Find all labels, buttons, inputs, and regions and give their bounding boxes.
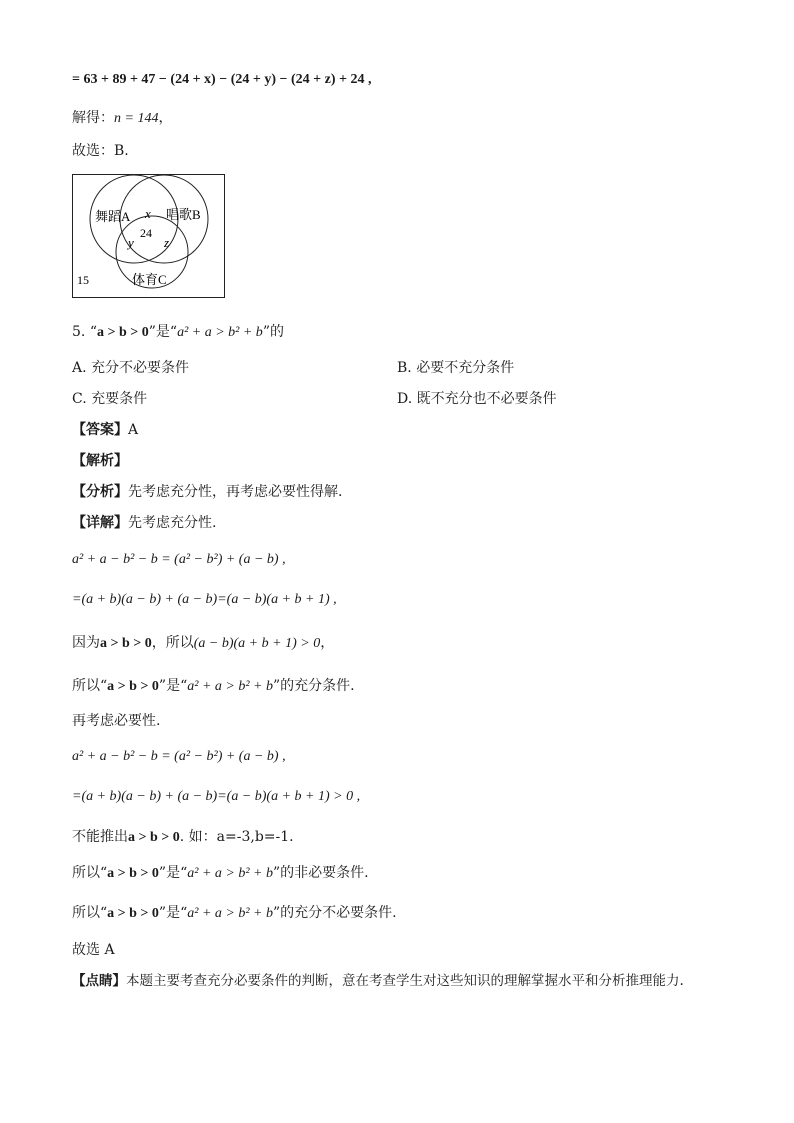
option-b bbox=[397, 358, 514, 378]
q-part-2: ”是“ bbox=[148, 324, 178, 340]
option-a-label: A. bbox=[72, 360, 87, 376]
equation-3: =(a + b)(a − b) + (a − b)=(a − b)(a + b + 1) , bbox=[72, 592, 337, 607]
cannot-prefix: 不能推出 bbox=[72, 829, 128, 845]
so2-prefix: 所以“ bbox=[72, 865, 108, 881]
equation-5: =(a + b)(a − b) + (a − b)=(a − b)(a + b + 1) > 0 , bbox=[72, 789, 361, 804]
so2-math1: a > b > 0 bbox=[107, 866, 159, 881]
equation-2: a² + a − b² − b = (a² − b²) + (a − b) , bbox=[72, 552, 286, 567]
answer-value: A bbox=[128, 422, 139, 438]
venn-label-a: 舞蹈A bbox=[95, 209, 131, 224]
so1-mid: ”是“ bbox=[158, 678, 188, 694]
option-d bbox=[397, 389, 557, 409]
solve-line bbox=[72, 108, 172, 129]
equation-4: a² + a − b² − b = (a² − b²) + (a − b) , bbox=[72, 749, 286, 764]
q-part-4: ”的 bbox=[262, 324, 284, 340]
option-d-text: 既不充分也不必要条件 bbox=[416, 391, 557, 407]
answer-tag: 【答案】 bbox=[72, 422, 128, 438]
venn-label-z: z bbox=[164, 235, 170, 250]
venn-label-center: 24 bbox=[140, 226, 152, 240]
so3-math2: a² + a > b² + b bbox=[187, 906, 273, 921]
so1-math1: a > b > 0 bbox=[107, 679, 159, 694]
option-a bbox=[72, 358, 189, 378]
solve-suffix: ， bbox=[158, 110, 173, 126]
so3-suffix: ”的充分不必要条件. bbox=[273, 905, 397, 921]
so1-math2: a² + a > b² + b bbox=[187, 679, 273, 694]
option-c bbox=[72, 389, 147, 409]
necessity-line: 再考虑必要性. bbox=[72, 713, 161, 729]
choose-line: 故选 A bbox=[72, 942, 115, 958]
so2-suffix: ”的非必要条件. bbox=[273, 865, 369, 881]
venn-label-y: y bbox=[128, 235, 134, 250]
q-part-1: a > b > 0 bbox=[96, 325, 149, 340]
option-b-label: B. bbox=[397, 360, 412, 376]
question-number: 5. bbox=[72, 324, 86, 340]
fenxi-tag: 【分析】 bbox=[72, 484, 128, 500]
so2-mid: ”是“ bbox=[158, 865, 188, 881]
so2-math2: a² + a > b² + b bbox=[187, 866, 273, 881]
fenxi-text: 先考虑充分性，再考虑必要性得解. bbox=[128, 484, 343, 500]
so3-prefix: 所以“ bbox=[72, 905, 108, 921]
because-suffix: ， bbox=[320, 635, 335, 651]
q-part-0: “ bbox=[89, 324, 97, 340]
because-mid: ，所以 bbox=[151, 635, 194, 651]
so1-prefix: 所以“ bbox=[72, 678, 108, 694]
so-line-3 bbox=[72, 903, 397, 924]
q-part-3: a² + a > b² + b bbox=[177, 325, 263, 340]
cannot-line bbox=[72, 827, 294, 848]
because-prefix: 因为 bbox=[72, 635, 100, 651]
option-a-text: 充分不必要条件 bbox=[91, 360, 190, 376]
option-c-text: 充要条件 bbox=[91, 391, 148, 407]
venn-label-x: x bbox=[145, 206, 151, 221]
solve-prefix: 解得： bbox=[72, 110, 114, 126]
solve-math: n = 144 bbox=[114, 111, 159, 126]
venn-label-c: 体育C bbox=[132, 272, 167, 287]
equation-line-1: = 63 + 89 + 47 − (24 + x) − (24 + y) − (24 + z) + 24 , bbox=[72, 72, 372, 87]
cannot-math: a > b > 0 bbox=[128, 830, 180, 845]
comment-text: 本题主要考查充分必要条件的判断，意在考查学生对这些知识的理解掌握水平和分析推理能力. bbox=[126, 973, 684, 989]
choose-line-prev: 故选：B. bbox=[72, 143, 129, 159]
option-d-label: D. bbox=[397, 391, 413, 407]
so-line-1 bbox=[72, 676, 355, 697]
so3-math1: a > b > 0 bbox=[107, 906, 159, 921]
option-b-text: 必要不充分条件 bbox=[416, 360, 515, 376]
because-math2: (a − b)(a + b + 1) > 0 bbox=[193, 636, 321, 651]
because-line bbox=[72, 633, 334, 654]
venn-label-b: 唱歌B bbox=[166, 207, 201, 222]
detail-text: 先考虑充分性. bbox=[128, 515, 217, 531]
detail-tag: 【详解】 bbox=[72, 515, 128, 531]
question-stem bbox=[72, 322, 284, 343]
option-c-label: C. bbox=[72, 391, 87, 407]
because-math: a > b > 0 bbox=[100, 636, 152, 651]
comment-line bbox=[72, 971, 684, 991]
so-line-2 bbox=[72, 863, 369, 884]
comment-tag: 【点睛】 bbox=[72, 973, 126, 989]
detail-line bbox=[72, 513, 216, 533]
answer-line bbox=[72, 420, 138, 440]
so3-mid: ”是“ bbox=[158, 905, 188, 921]
venn-label-outside: 15 bbox=[77, 273, 89, 287]
fenxi-line bbox=[72, 482, 342, 502]
cannot-suffix: . 如：a=-3,b=-1. bbox=[179, 829, 294, 845]
venn-diagram bbox=[72, 174, 226, 299]
so1-suffix: ”的充分条件. bbox=[273, 678, 355, 694]
analysis-tag: 【解析】 bbox=[72, 453, 128, 469]
